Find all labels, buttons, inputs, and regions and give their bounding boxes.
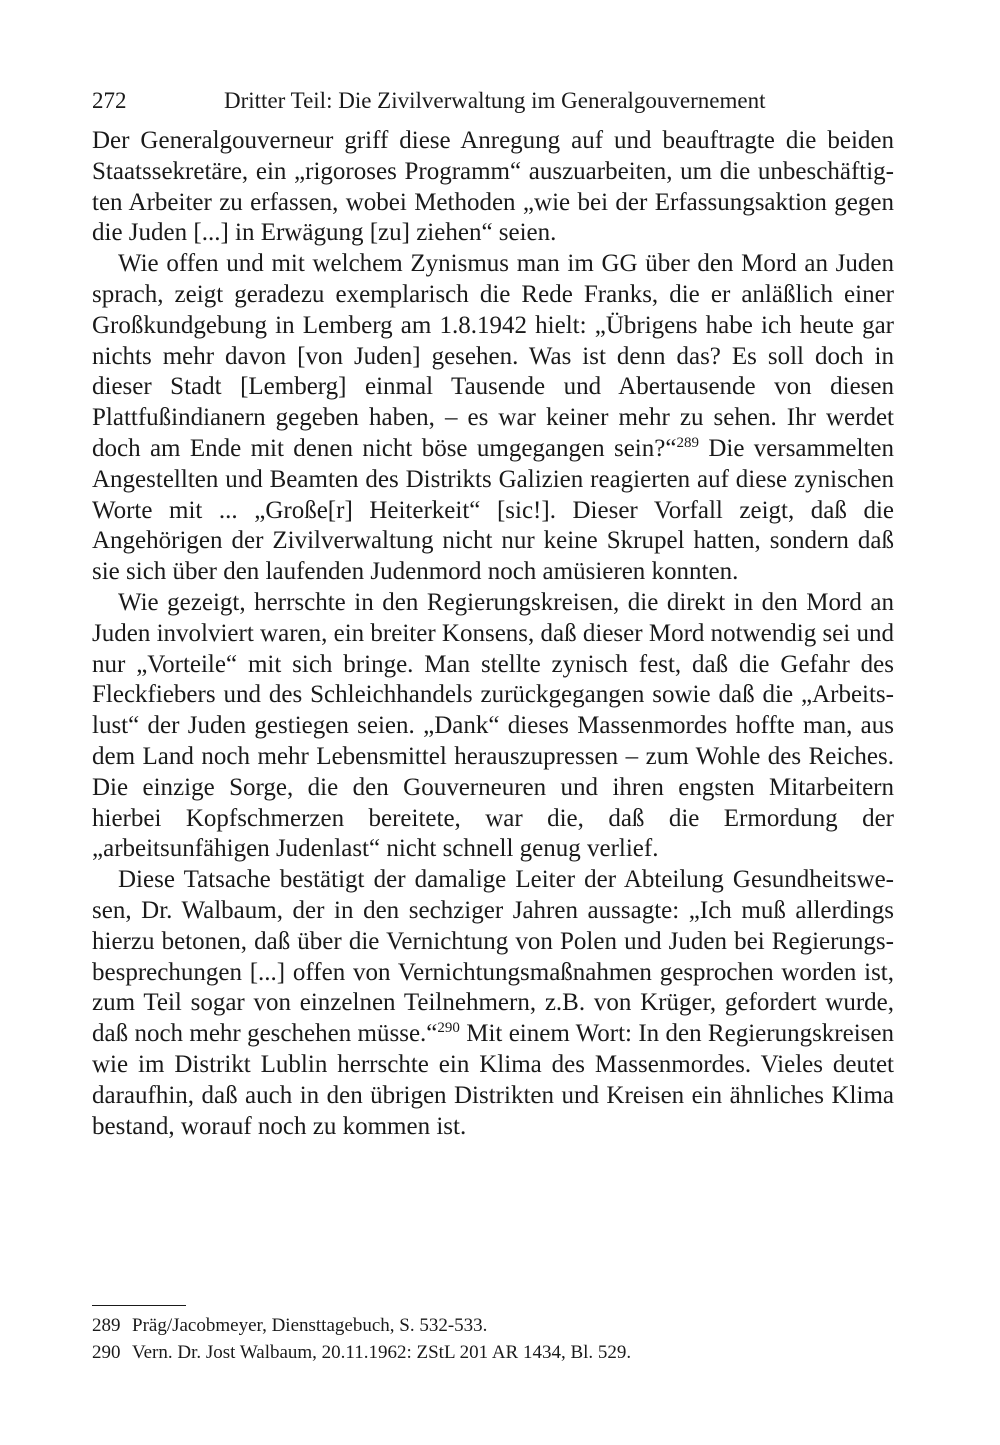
paragraph bbox=[92, 126, 894, 249]
body-text bbox=[92, 126, 894, 1142]
paragraph-text: Diese Tatsache bestätigt der damalige Leiter der Abteilung Gesundheitswesen, Dr. Walbaum, der in den sechziger Jahren aussagte: „Ich muß allerdings hierzu betonen, daß über die Vernichtung von Polen und Juden bei Regierungsbesprechungen [...] offen von Vernichtungsmaßnahmen gesprochen worden ist, zum Teil sogar von einzelnen Teilnehmern, z.B. von Krüger, gefordert wurde, daß noch mehr geschehen müsse.“ bbox=[92, 866, 894, 1048]
paragraph bbox=[92, 865, 894, 1142]
footnote-divider bbox=[92, 1305, 186, 1306]
footnote bbox=[92, 1339, 894, 1366]
paragraph-text: Wie offen und mit welchem Zynismus man im GG über den Mord an Juden sprach, zeigt geradezu exemplarisch die Rede Franks, die er anläßlich einer Großkundgebung in Lemberg am 1.8.1942 hielt: „Übrigens habe ich heute gar nichts mehr davon [von Juden] gesehen. Was ist denn das? Es soll doch in dieser Stadt [Lemberg] einmal Tausende und Abertausende von diesen Plattfußindianern gegeben haben, – es war keiner mehr zu sehen. Ihr werdet doch am Ende mit denen nicht böse umgegangen sein?“ bbox=[92, 250, 894, 462]
footnote-number: 290 bbox=[92, 1342, 121, 1363]
footnote-number: 289 bbox=[92, 1315, 121, 1336]
paragraph bbox=[92, 249, 894, 588]
paragraph bbox=[92, 588, 894, 865]
footnote-reference[interactable]: 289 bbox=[676, 434, 699, 451]
page-number: 272 bbox=[92, 88, 127, 113]
running-header bbox=[92, 84, 894, 118]
running-title: Dritter Teil: Die Zivilverwaltung im Generalgouvernement bbox=[224, 88, 766, 113]
footnotes bbox=[92, 1305, 894, 1366]
footnote-text: Vern. Dr. Jost Walbaum, 20.11.1962: ZStL 201 AR 1434, Bl. 529. bbox=[132, 1342, 632, 1363]
paragraph-text: Mit einem Wort: In den Regierungskreisen wie im Distrikt Lublin herrschte ein Klima des Massenmordes. Vieles deutet daraufhin, daß auch in den übrigen Distrikten und Kreisen ein ähnliches Klima bestand, worauf noch zu kommen ist. bbox=[92, 1020, 894, 1140]
page bbox=[92, 84, 894, 1142]
footnote-reference[interactable]: 290 bbox=[437, 1020, 460, 1037]
footnote bbox=[92, 1312, 894, 1339]
paragraph-text: Der Generalgouverneur griff diese Anregung auf und beauftragte die beiden Staatssekretäre, ein „rigoroses Programm“ auszuarbeiten, um die unbeschäftigten Arbeiter zu erfassen, wobei Methoden „wie bei der Erfassungsaktion gegen die Juden [...] in Erwägung [zu] ziehen“ seien. bbox=[92, 127, 894, 247]
paragraph-text: Die versammelten Angestellten und Beamten des Distrikts Galizien reagierten auf diese zynischen Worte mit ... „Große[r] Heiterkeit“ [sic!]. Dieser Vorfall zeigt, daß die Angehörigen der Zivilverwaltung nicht nur keine Skrupel hatten, sondern daß sie sich über den laufenden Judenmord noch amüsieren konnten. bbox=[92, 434, 894, 586]
paragraph-text: Wie gezeigt, herrschte in den Regierungskreisen, die direkt in den Mord an Juden involviert waren, ein breiter Konsens, daß dieser Mord notwendig sei und nur „Vorteile“ mit sich bringe. Man stellte zynisch fest, daß die Gefahr des Fleckfiebers und des Schleichhandels zurückgegangen sowie daß die „Arbeitslust“ der Juden gestiegen seien. „Dank“ dieses Massenmordes hoffte man, aus dem Land noch mehr Lebensmittel herauszupressen – zum Wohle des Reiches. Die einzige Sorge, die den Gouverneuren und ihren engsten Mitarbeitern hierbei Kopfschmerzen bereitete, war die, daß die Ermordung der „arbeitsunfähigen Judenlast“ nicht schnell genug verlief. bbox=[92, 588, 894, 863]
footnote-text: Präg/Jacobmeyer, Diensttagebuch, S. 532-533. bbox=[132, 1315, 488, 1336]
